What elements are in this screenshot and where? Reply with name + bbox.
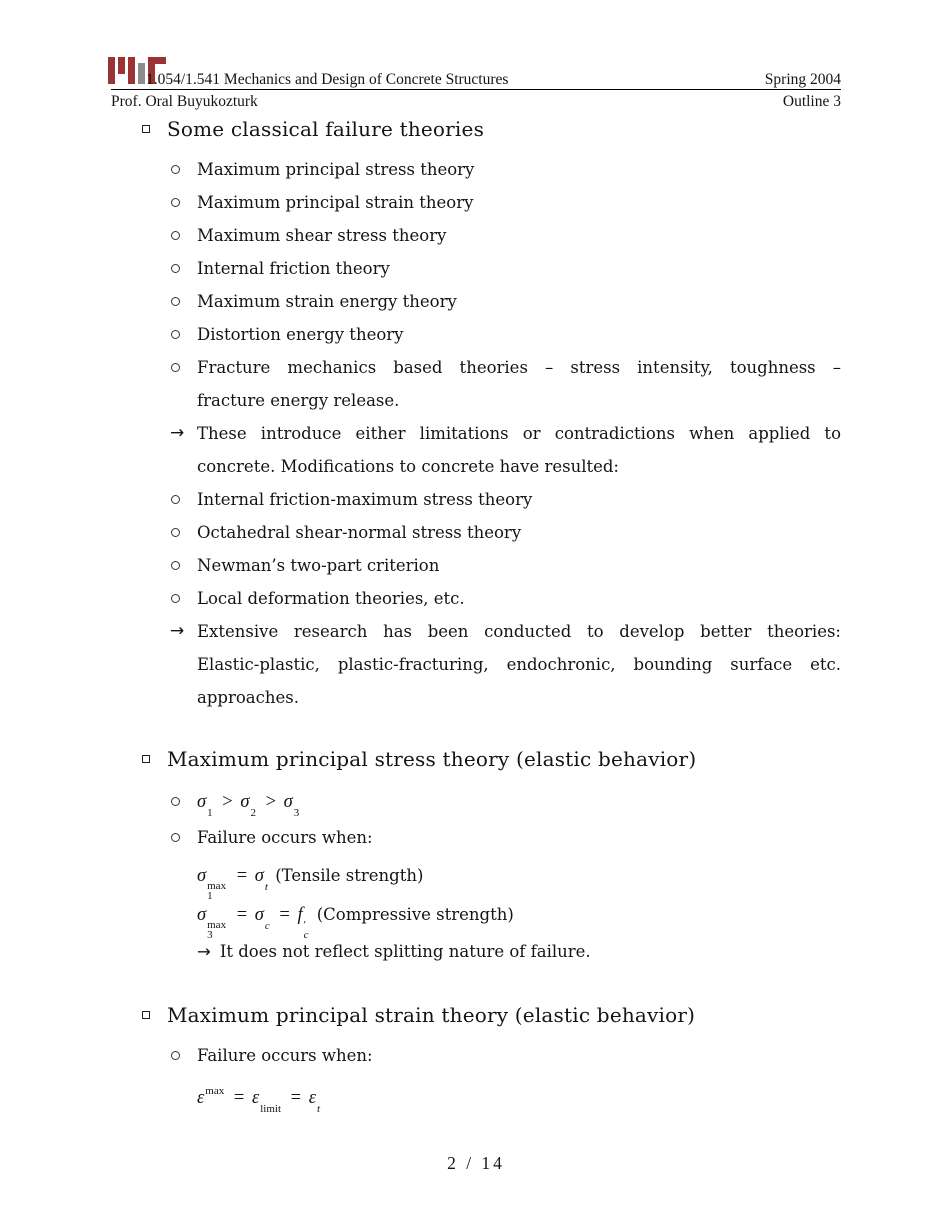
formula-annotation: (Compressive strength): [311, 905, 514, 924]
list-item: [141, 450, 841, 483]
circle-bullet-icon: [171, 363, 180, 372]
list-item: [141, 186, 841, 219]
formula-annotation: (Tensile strength): [269, 866, 424, 885]
square-bullet-icon: [142, 755, 150, 763]
list-item-text: Octahedral shear-normal stress theory: [197, 523, 522, 542]
formula-row: [141, 1074, 841, 1113]
list-item-text: Maximum strain energy theory: [197, 292, 457, 311]
formula: [197, 866, 424, 902]
circle-bullet-icon: [171, 264, 180, 273]
math-operator: =: [232, 866, 252, 886]
math-subscript: t: [264, 880, 268, 893]
list-item: [141, 384, 841, 417]
section-title: Maximum principal stress theory (elastic behavior): [167, 747, 697, 771]
square-bullet-icon: [142, 125, 150, 133]
list-item: [141, 820, 841, 856]
list-item: [141, 417, 841, 450]
math-symbol: σ: [197, 866, 207, 886]
math-symbol: σ: [197, 792, 207, 812]
math-subscript: 3: [207, 929, 213, 941]
list-item-text: Internal friction-maximum stress theory: [197, 490, 533, 509]
list-item: [141, 615, 841, 648]
list-item-text: fracture energy release.: [197, 391, 400, 410]
math-operator: =: [232, 905, 252, 925]
list-item-text: concrete. Modifications to concrete have resulted:: [197, 457, 619, 476]
math-operator: >: [260, 792, 281, 812]
math-subscript: 2: [250, 806, 256, 819]
mit-logo-bar: [155, 57, 166, 64]
math-symbol: σ: [254, 905, 264, 925]
circle-bullet-icon: [171, 1051, 180, 1060]
list-item-text: Elastic-plastic, plastic-fracturing, endochronic, bounding surface etc.: [197, 655, 841, 674]
section-max-principal-stress-theory: [141, 744, 841, 970]
circle-bullet-icon: [171, 495, 180, 504]
mit-logo-bar-gray: [138, 63, 145, 84]
circle-bullet-icon: [171, 797, 180, 806]
formula: [197, 905, 514, 941]
section-max-principal-strain-theory: [141, 1000, 841, 1113]
circle-bullet-icon: [171, 165, 180, 174]
list-item: [141, 934, 841, 970]
section-title: Some classical failure theories: [167, 117, 485, 141]
list-item: [141, 285, 841, 318]
arrow-icon: →: [170, 621, 185, 641]
math-operator: =: [286, 1088, 306, 1109]
square-bullet-icon: [142, 1011, 150, 1019]
list-item: [141, 681, 841, 714]
professor-name: Prof. Oral Buyukozturk: [111, 93, 258, 110]
list-item: [141, 516, 841, 549]
course-title: 1.054/1.541 Mechanics and Design of Concrete Structures: [146, 71, 509, 88]
math-operator: =: [274, 905, 295, 925]
circle-bullet-icon: [171, 198, 180, 207]
math-superscript: max: [207, 880, 227, 892]
list-item-text: Maximum shear stress theory: [197, 226, 447, 245]
circle-bullet-icon: [171, 231, 180, 240]
section-title: Maximum principal strain theory (elastic behavior): [167, 1003, 696, 1027]
math-subscript: c: [264, 919, 270, 932]
list-item-text: Failure occurs when:: [197, 828, 373, 847]
circle-bullet-icon: [171, 330, 180, 339]
circle-bullet-icon: [171, 833, 180, 842]
math-subscript: 3: [293, 806, 300, 819]
math-symbol: σ: [283, 792, 293, 812]
math-subscript: c: [303, 929, 309, 941]
list-item-text: Internal friction theory: [197, 259, 390, 278]
math-symbol: ε: [197, 1088, 205, 1109]
mit-logo-bar: [128, 57, 135, 84]
list-item-text: → It does not reflect splitting nature of failure.: [197, 942, 591, 961]
math-superscript: max: [207, 919, 227, 931]
list-item-text: approaches.: [197, 688, 299, 707]
list-item: [141, 351, 841, 384]
section-heading: [141, 114, 841, 144]
header-rule: [111, 89, 841, 90]
list-item: [141, 549, 841, 582]
math-operator: =: [229, 1088, 249, 1109]
list-item: [141, 582, 841, 615]
list-item: [141, 252, 841, 285]
list-item-text: Fracture mechanics based theories – stress intensity, toughness –: [197, 358, 841, 377]
page-number: 2 / 14: [447, 1153, 505, 1173]
math-subscript: 1: [207, 806, 213, 819]
section-heading: [141, 1000, 841, 1030]
section-classical-failure-theories: [141, 114, 841, 714]
formula-line: [197, 1074, 841, 1125]
math-subscript: limit: [260, 1102, 282, 1115]
math-symbol: ε: [308, 1088, 316, 1109]
circle-bullet-icon: [171, 561, 180, 570]
list-item: [141, 483, 841, 516]
math-symbol: σ: [240, 792, 250, 812]
circle-bullet-icon: [171, 594, 180, 603]
list-item: [141, 1038, 841, 1074]
math-symbol: σ: [197, 905, 207, 925]
math-operator: >: [217, 792, 238, 812]
list-item: [141, 153, 841, 186]
math-symbol: σ: [254, 866, 264, 886]
formula: [197, 792, 301, 819]
circle-bullet-icon: [171, 297, 180, 306]
math-superscript: max: [205, 1085, 225, 1097]
formula-row: [141, 856, 841, 902]
math-symbol: f: [297, 905, 303, 925]
math-subscript: t: [317, 1102, 321, 1115]
list-item-text: Newman’s two-part criterion: [197, 556, 440, 575]
list-item-text: Extensive research has been conducted to develop better theories:: [197, 622, 841, 641]
list-item-text: Maximum principal stress theory: [197, 160, 475, 179]
list-item-text: Maximum principal strain theory: [197, 193, 474, 212]
semester-label: Spring 2004: [764, 71, 841, 88]
list-item-text: Distortion energy theory: [197, 325, 404, 344]
formula-row: [141, 895, 841, 941]
circle-bullet-icon: [171, 528, 180, 537]
formula: [197, 1085, 322, 1115]
outline-label: Outline 3: [782, 93, 841, 110]
arrow-icon: →: [170, 423, 185, 443]
section-heading: [141, 744, 841, 774]
math-superscript: ′: [303, 919, 307, 931]
math-subscript: 1: [207, 890, 213, 902]
list-item-text: Failure occurs when:: [197, 1046, 373, 1065]
mit-logo-bar: [118, 57, 125, 74]
arrow-icon: →: [197, 942, 211, 961]
list-item: [141, 219, 841, 252]
list-item-text: Local deformation theories, etc.: [197, 589, 465, 608]
list-item-text: These introduce either limitations or contradictions when applied to: [197, 424, 841, 443]
list-item: [141, 648, 841, 681]
list-item: [141, 318, 841, 351]
mit-logo-bar: [108, 57, 115, 84]
formula-row: [141, 784, 841, 820]
math-symbol: ε: [251, 1088, 260, 1109]
